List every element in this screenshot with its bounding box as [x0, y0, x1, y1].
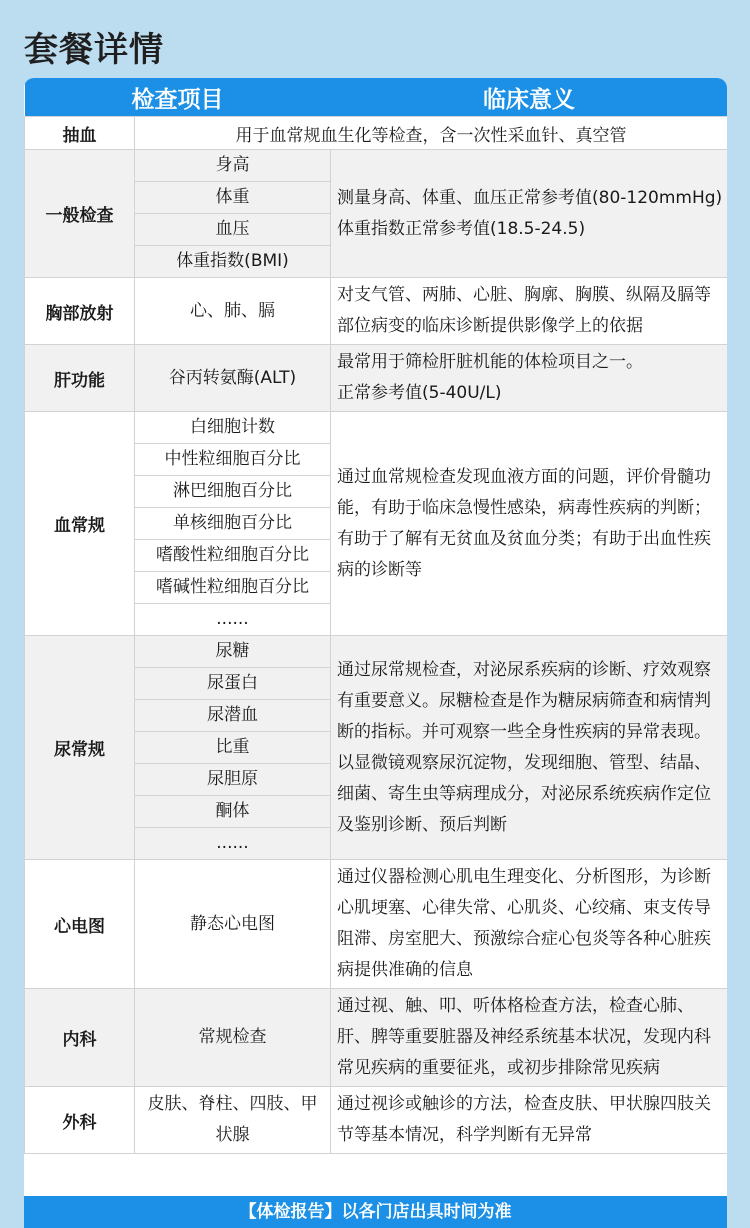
header-check-item: 检查项目 — [25, 78, 331, 117]
row-item: 皮肤、脊柱、四肢、甲状腺 — [135, 1087, 331, 1154]
row-category: 尿常规 — [25, 636, 135, 860]
row-meaning: 通过视、触、叩、听体格检查方法，检查心肺、肝、脾等重要脏器及神经系统基本状况，发现内科常见疾病的重要征兆，或初步排除常见疾病 — [331, 989, 728, 1087]
meaning-line: 体重指数正常参考值(18.5-24.5) — [337, 218, 586, 239]
row-meaning — [331, 150, 728, 278]
table-row — [25, 150, 728, 182]
row-category: 抽血 — [25, 117, 135, 150]
row-item: 静态心电图 — [135, 860, 331, 989]
row-item: 嗜碱性粒细胞百分比 — [135, 572, 331, 604]
row-meaning: 通过仪器检测心肌电生理变化、分析图形，为诊断心肌埂塞、心律失常、心肌炎、心绞痛、束支传导阻滞、房室肥大、预激综合症心包炎等各种心脏疾病提供准确的信息 — [331, 860, 728, 989]
row-item: 尿蛋白 — [135, 668, 331, 700]
meaning-line: 测量身高、体重、血压正常参考值(80-120mmHg) — [337, 187, 723, 208]
table-row — [25, 860, 728, 989]
row-item: 比重 — [135, 732, 331, 764]
table-row — [25, 636, 728, 668]
package-table-card — [24, 78, 727, 1228]
row-item: 血压 — [135, 214, 331, 246]
row-category: 肝功能 — [25, 345, 135, 412]
row-item: 体重 — [135, 182, 331, 214]
row-meaning: 通过视诊或触诊的方法，检查皮肤、甲状腺四肢关节等基本情况，科学判断有无异常 — [331, 1087, 728, 1154]
row-category: 心电图 — [25, 860, 135, 989]
page-title: 套餐详情 — [24, 30, 164, 70]
row-item: 尿胆原 — [135, 764, 331, 796]
row-item: 常规检查 — [135, 989, 331, 1087]
meaning-line: 最常用于筛检肝脏机能的体检项目之一。 — [337, 352, 643, 372]
row-item: 心、肺、膈 — [135, 278, 331, 345]
row-item: ...... — [135, 604, 331, 636]
row-item: 单核细胞百分比 — [135, 508, 331, 540]
report-notice-footer: 【体检报告】以各门店出具时间为准 — [24, 1196, 727, 1228]
meaning-line: 正常参考值(5-40U/L) — [337, 383, 502, 403]
row-item: 体重指数(BMI) — [135, 246, 331, 278]
row-meaning: 通过尿常规检查，对泌尿系疾病的诊断、疗效观察有重要意义。尿糖检查是作为糖尿病筛查和病情判断的指标。并可观察一些全身性疾病的异常表现。以显微镜观察尿沉淀物，发现细胞、管型、结晶、细菌、寄生虫等病理成分，对泌尿系统疾病作定位及鉴别诊断、预后判断 — [331, 636, 728, 860]
row-item: 尿糖 — [135, 636, 331, 668]
row-item: 嗜酸性粒细胞百分比 — [135, 540, 331, 572]
row-category: 一般检查 — [25, 150, 135, 278]
row-item: ...... — [135, 828, 331, 860]
row-item: 淋巴细胞百分比 — [135, 476, 331, 508]
table-row — [25, 989, 728, 1087]
row-category: 胸部放射 — [25, 278, 135, 345]
row-meaning — [331, 345, 728, 412]
table-row — [25, 117, 728, 150]
table-row — [25, 278, 728, 345]
table-row — [25, 345, 728, 412]
row-meaning: 用于血常规血生化等检查，含一次性采血针、真空管 — [135, 117, 728, 150]
row-item: 谷丙转氨酶(ALT) — [135, 345, 331, 412]
row-item: 身高 — [135, 150, 331, 182]
row-category: 内科 — [25, 989, 135, 1087]
row-meaning: 对支气管、两肺、心脏、胸廓、胸膜、纵隔及膈等部位病变的临床诊断提供影像学上的依据 — [331, 278, 728, 345]
row-category: 外科 — [25, 1087, 135, 1154]
row-meaning: 通过血常规检查发现血液方面的问题，评价骨髓功能，有助于临床急慢性感染，病毒性疾病的判断；有助于了解有无贫血及贫血分类；有助于出血性疾病的诊断等 — [331, 412, 728, 636]
row-item: 尿潜血 — [135, 700, 331, 732]
row-item: 白细胞计数 — [135, 412, 331, 444]
table-row — [25, 412, 728, 444]
row-item: 酮体 — [135, 796, 331, 828]
table-header — [25, 78, 728, 117]
table-row — [25, 1087, 728, 1154]
package-table — [24, 78, 727, 1154]
row-category: 血常规 — [25, 412, 135, 636]
header-clinical-meaning: 临床意义 — [331, 78, 728, 117]
row-item: 中性粒细胞百分比 — [135, 444, 331, 476]
